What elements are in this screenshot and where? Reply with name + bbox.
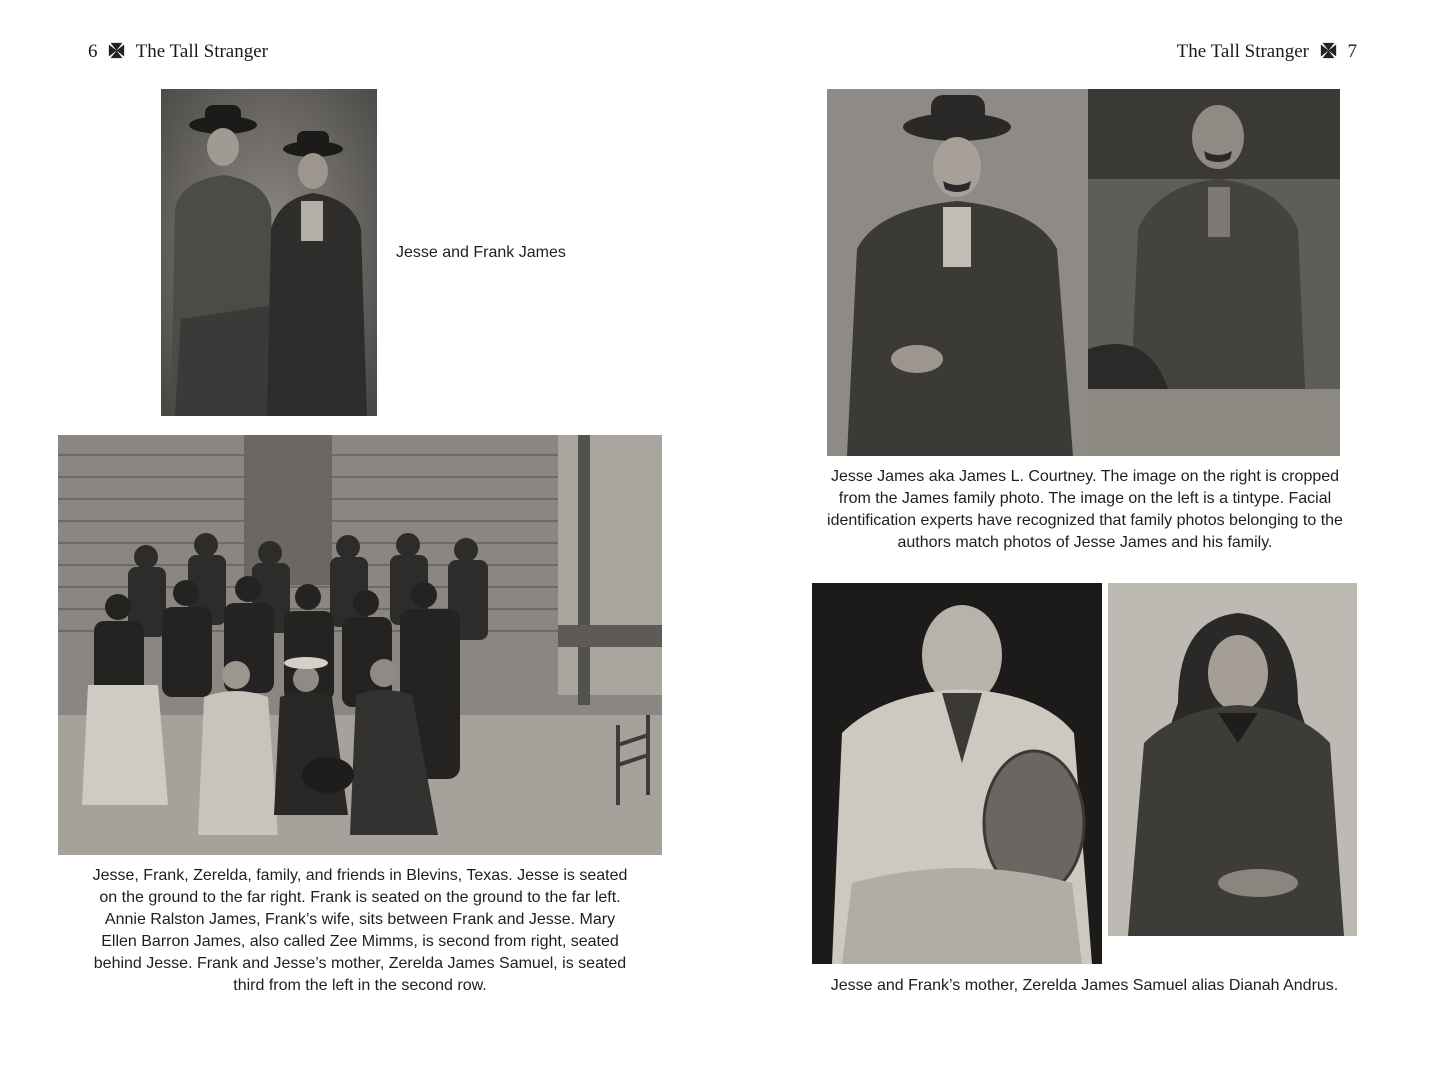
right-running-title: The Tall Stranger <box>1176 41 1309 62</box>
photo-jesse-cropped <box>1088 89 1340 456</box>
photo-mother-caption: Jesse and Frank’s mother, Zerelda James Samuel alias Dianah Andrus. <box>830 977 1339 994</box>
photo-family-group-caption: Jesse, Frank, Zerelda, family, and friends in Blevins, Texas. Jesse is seated on the ground to the far right. Frank is seated on the ground to the far left. Annie Ralston James, Frank’s wife, sits between Frank and Jesse. Mary Ellen Barron James, also called Zee Mimms, is second from right, seated behind Jesse. Frank and Jesse’s mother, Zerelda James Samuel, is seated third from the left in the second row. <box>92 867 628 994</box>
right-page-header <box>1177 40 1357 64</box>
photo-mother-left <box>812 583 1102 964</box>
photo-jesse-and-frank-caption: Jesse and Frank James <box>396 244 566 261</box>
right-page-number: 7 <box>1347 41 1357 62</box>
maltese-cross-icon <box>1320 42 1337 59</box>
photo-mother-right <box>1108 583 1357 936</box>
photo-jesse-tintype <box>827 89 1088 456</box>
photo-jesse-and-frank <box>161 89 377 416</box>
maltese-cross-icon <box>108 42 125 59</box>
photo-family-group <box>58 435 662 855</box>
left-page-number: 6 <box>88 41 98 62</box>
photo-jesse-caption: Jesse James aka James L. Courtney. The image on the right is cropped from the James family photo. The image on the left is a tintype. Facial identification experts have recognized that family photos belonging to the authors match photos of Jesse James and his family. <box>827 468 1343 551</box>
left-running-title: The Tall Stranger <box>135 41 269 62</box>
left-page-header <box>88 40 268 64</box>
